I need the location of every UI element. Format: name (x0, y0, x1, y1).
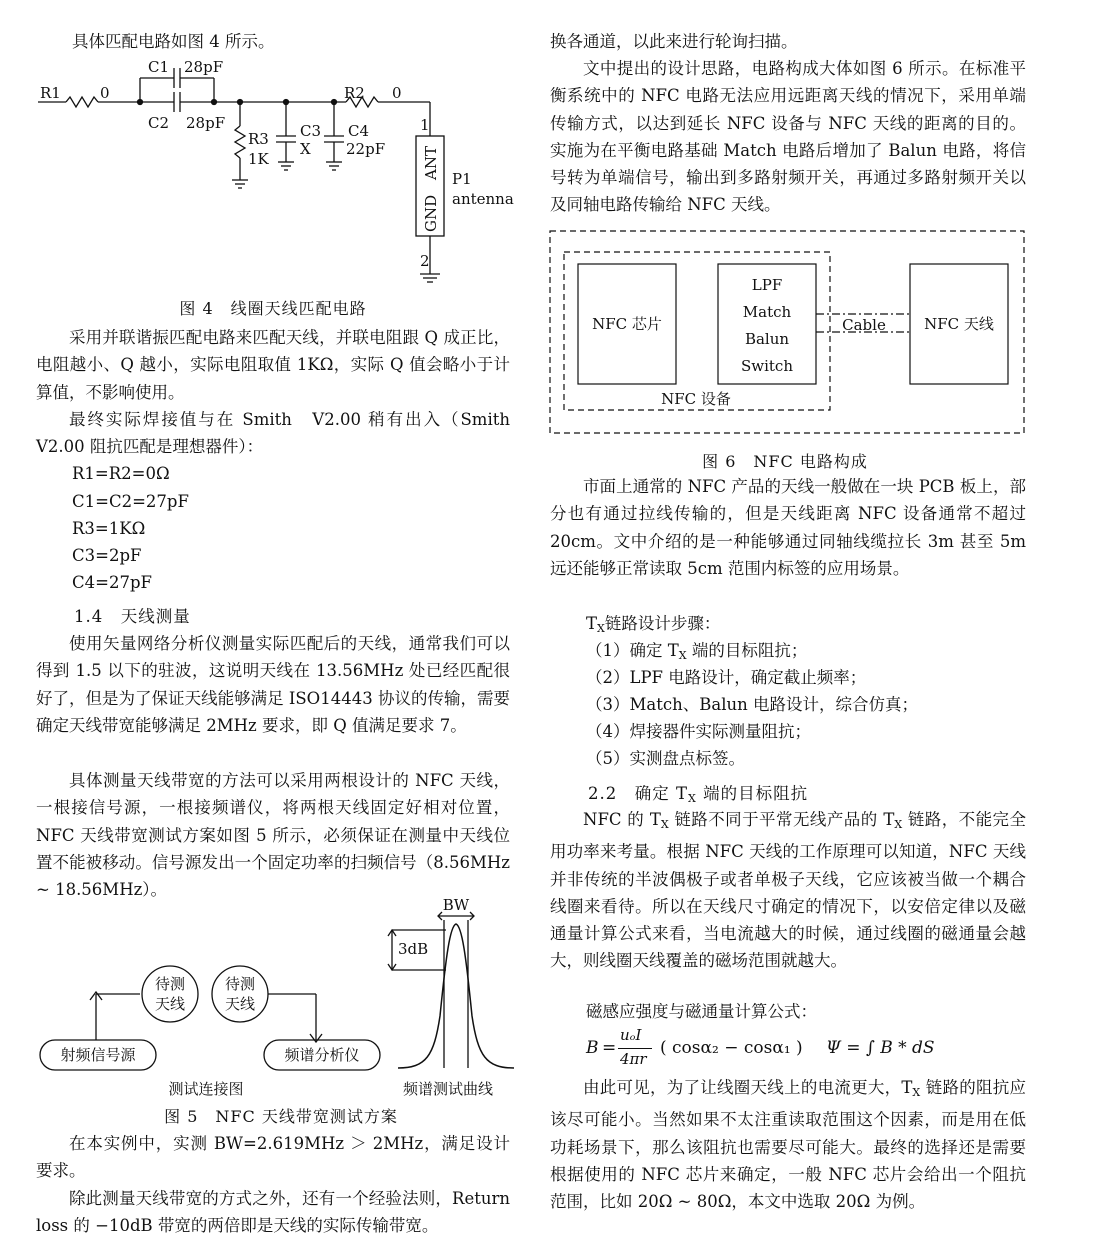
r3-label: R3 (248, 130, 269, 148)
figure-4-caption: 图 4 线圈天线匹配电路 (179, 299, 367, 318)
antenna-under-test-1-line1: 待测 (154, 975, 186, 993)
match-label: Match (742, 303, 792, 321)
value-c4: C4=27pF (72, 573, 152, 592)
c1-value: 28pF (184, 58, 224, 76)
balun-label: Balun (744, 330, 790, 348)
c3-value: X (300, 140, 311, 158)
r3-value: 1K (248, 150, 269, 168)
bw-label: BW (442, 896, 470, 914)
value-r1-r2: R1=R2=0Ω (72, 464, 170, 483)
gnd-pin-label: GND (422, 194, 440, 232)
formula-b: B (586, 1038, 599, 1058)
c4-label: C4 (348, 122, 370, 140)
paragraph-bandwidth-method: 具体测量天线带宽的方法可以采用两根设计的 NFC 天线，一根接信号源，一根接频谱仪，将两根天线固定好相对位置，NFC 天线带宽测试方案如图 5 所示，必须保证在测量中天线位置不能被移动。信号源发出一个固定功率的扫频信号（8.56MHz ~ 18.56MHz）。 (36, 771, 510, 900)
p1-label: P1 (452, 170, 472, 188)
paragraph-parallel-resonance: 采用并联谐振匹配电路来匹配天线，并联电阻跟 Q 成正比，电阻越小、Q 越小，实际电阻取值 1KΩ，实际 Q 值会略小于计算值，不影响使用。 (36, 328, 510, 402)
antenna-label: antenna (452, 190, 514, 208)
3db-label: 3dB (398, 940, 429, 958)
figure-6-caption: 图 6 NFC 电路构成 (702, 452, 868, 471)
c1-label: C1 (148, 58, 170, 76)
section-heading-1-4: 1.4 天线测量 (74, 607, 191, 626)
value-c3: C3=2pF (72, 546, 142, 565)
figure-5-caption: 图 5 NFC 天线带宽测试方案 (164, 1107, 398, 1126)
figure-4-circuit (36, 52, 516, 292)
r1-value: 0 (100, 84, 110, 102)
r2-value: 0 (392, 84, 402, 102)
paragraph-market-antenna: 市面上通常的 NFC 产品的天线一般做在一块 PCB 板上，部分也有通过拉线传输的，但是天线距离 NFC 设备通常不超过 20cm。文中介绍的是一种能够通过同轴线缆拉长 3m 甚至 5m 远还能够正常读取 5cm 范围内标签的应用场景。 (550, 477, 1026, 578)
c4-value: 22pF (346, 140, 386, 158)
antenna-under-test-2-line2: 天线 (224, 995, 256, 1013)
nfc-chip-block: NFC 芯片 (592, 315, 662, 333)
nfc-antenna-block: NFC 天线 (924, 315, 994, 333)
nfc-device-label: NFC 设备 (661, 390, 731, 408)
value-r3: R3=1KΩ (72, 519, 146, 538)
paragraph-smith-note: 最终实际焊接值与在 Smith V2.00 稍有出入（Smith V2.00 阻抗匹配是理想器件）： (36, 410, 510, 457)
formula-flux: Ψ = ∫ B * dS (826, 1038, 935, 1058)
pin2-label: 2 (420, 252, 430, 270)
paragraph-conclusion: 由此可见，为了让线圈天线上的电流更大，$T_X$ 链路的阻抗应该尽可能小。当然如果不太注重读取范围这个因素，而是用在低功耗场景下，那么该阻抗也需要尽可能大。最终的选择还是需要根据使用的 NFC 芯片来确定，一般 NFC 芯片会给出一个阻抗范围，比如 20Ω ~ 80Ω，本文中选取 20Ω 为例。 (550, 1078, 1026, 1212)
step-2: （2）LPF 电路设计，确定截止频率； (586, 668, 867, 687)
step-3: （3）Match、Balun 电路设计，综合仿真； (586, 695, 918, 714)
step-4: （4）焊接器件实际测量阻抗； (586, 722, 811, 741)
spectrum-curve-label: 频谱测试曲线 (402, 1080, 494, 1098)
cable-label: Cable (842, 316, 886, 334)
value-c1-c2: C1=C2=27pF (72, 492, 189, 511)
paragraph-polling-tail: 换各通道，以此来进行轮询扫描。 (550, 32, 798, 51)
step-5: （5）实测盘点标签。 (586, 749, 745, 768)
figure-5-diagram (36, 896, 516, 1106)
paragraph-design-idea: 文中提出的设计思路，电路构成大体如图 6 所示。在标准平衡系统中的 NFC 电路无法应用远距离天线的情况下，采用单端传输方式，以达到延长 NFC 设备与 NFC 天线的距离的目的。实施为在平衡电路基础 Match 电路后增加了 Balun 电路，将信号转为单端信号，输出到多路射频开关，再通过多路射频开关以及同轴电路传输给 NFC 天线。 (550, 59, 1026, 215)
figure-6-block-diagram (548, 228, 1028, 438)
pin1-label: 1 (420, 116, 430, 134)
tx-steps-title: $T_X$链路设计步骤： (586, 614, 721, 635)
antenna-under-test-2-line1: 待测 (224, 975, 256, 993)
c3-label: C3 (300, 122, 322, 140)
paragraph-tx-link: NFC 的 $T_X$ 链路不同于平常无线产品的 $T_X$ 链路，不能完全用功率来考量。根据 NFC 天线的工作原理可以知道，NFC 天线并非传统的半波偶极子或者单极子天线，它应该被当做一个耦合线圈来看待。所以在天线尺寸确定的情况下，以安倍定律以及磁通量计算公式来看，当电流越大的时候，通过线圈的磁通量会越大，则线圈天线覆盖的磁场范围就越大。 (550, 810, 1026, 971)
section-heading-2-2: 2.2 确定 $T_X$ 端的目标阻抗 (588, 784, 809, 805)
switch-label: Switch (740, 357, 794, 375)
c2-label: C2 (148, 114, 170, 132)
formula-cosine-term: ( cosα₂ − cosα₁ ) (660, 1038, 803, 1058)
formula-title: 磁感应强度与磁通量计算公式： (586, 1002, 817, 1021)
ant-pin-label: ANT (422, 146, 440, 180)
formula-magnetic-field: B = uₒI 4πr ( cosα₂ − cosα₁ ) Ψ = ∫ B * dS (586, 1026, 935, 1068)
spectrum-analyzer-label: 频谱分析仪 (284, 1046, 360, 1064)
r2-label: R2 (344, 84, 365, 102)
connection-diagram-label: 测试连接图 (168, 1080, 244, 1098)
paragraph-measured-bw: 在本实例中，实测 BW=2.619MHz ＞ 2MHz，满足设计要求。 (36, 1134, 510, 1181)
formula-denominator: 4πr (620, 1050, 647, 1068)
paragraph-vna-measurement: 使用矢量网络分析仪测量实际匹配后的天线，通常我们可以得到 1.5 以下的驻波，这说明天线在 13.56MHz 处已经匹配很好了，但是为了保证天线能够满足 ISO14443 协议的传输，需要确定天线带宽能够满足 2MHz 要求，即 Q 值满足要求 7。 (36, 634, 510, 735)
lpf-label: LPF (751, 276, 783, 294)
antenna-under-test-1-line2: 天线 (154, 995, 186, 1013)
paragraph-return-loss-rule: 除此测量天线带宽的方式之外，还有一个经验法则，Return loss 的 −10dB 带宽的两倍即是天线的实际传输带宽。 (36, 1189, 510, 1236)
step-1: （1）确定 $T_X$ 端的目标阻抗； (586, 641, 808, 662)
formula-numerator: uₒI (620, 1026, 642, 1044)
r1-label: R1 (40, 84, 61, 102)
intro-text: 具体匹配电路如图 4 所示。 (72, 32, 275, 51)
c2-value: 28pF (186, 114, 226, 132)
rf-source-label: 射频信号源 (60, 1046, 136, 1064)
